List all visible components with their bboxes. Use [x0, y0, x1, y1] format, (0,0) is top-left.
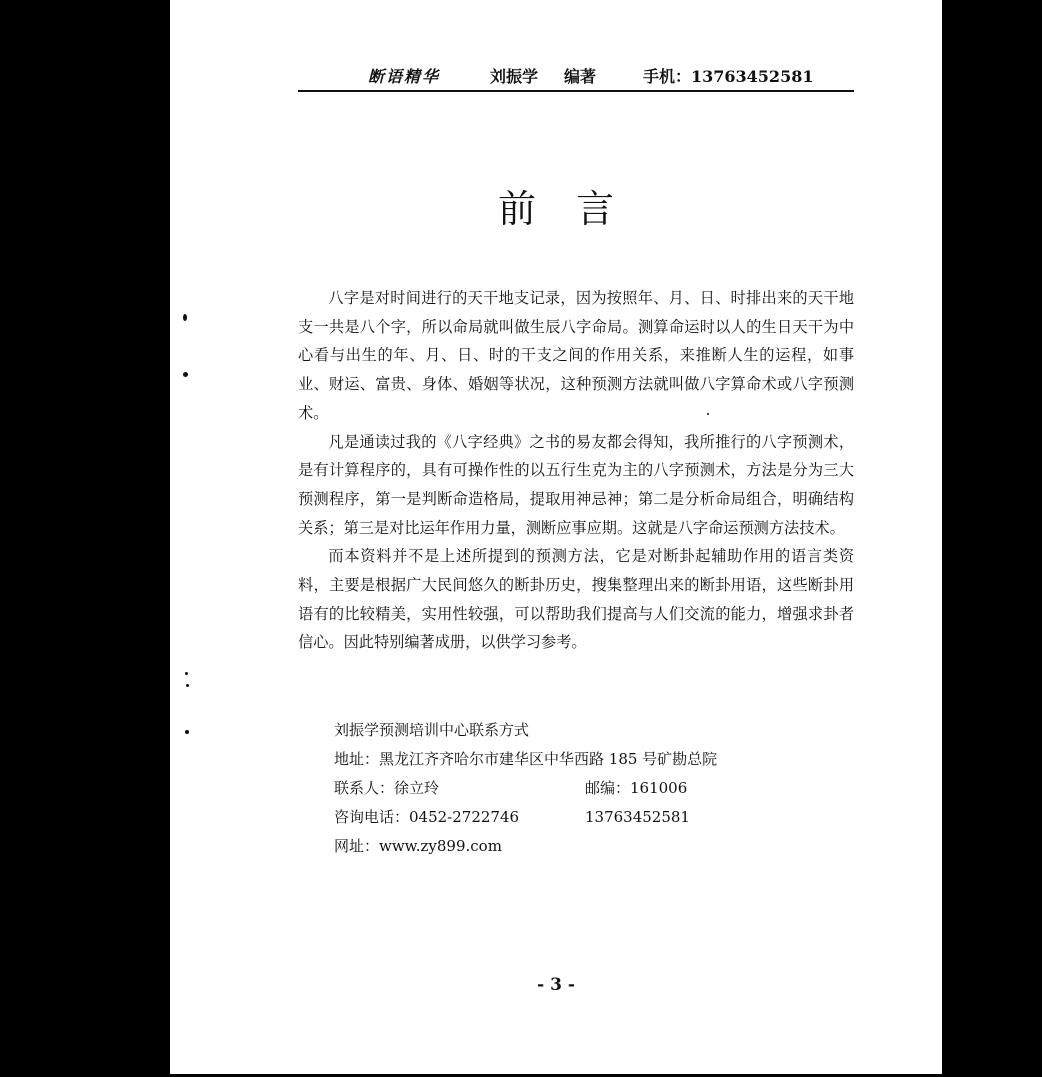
scan-speck: [183, 314, 187, 321]
contact-mobile: 13763452581: [585, 808, 690, 826]
scan-speck: [186, 684, 189, 687]
scan-speck: [707, 413, 709, 415]
running-header: [298, 62, 854, 92]
header-book-title: 断语精华: [368, 67, 441, 86]
paragraph: 凡是通读过我的《八字经典》之书的易友都会得知，我所推行的八字预测术，是有计算程序的，具有可操作性的以五行生克为主的八字预测术，方法是分为三大预测程序，第一是判断命造格局，提取用神忌神；第二是分析命局组合，明确结构关系；第三是对比运年作用力量，测断应事应期。这就是八字命运预测方法技术。: [298, 432, 854, 537]
preface-body: [298, 284, 854, 657]
contact-website: 网址：www.zy899.com: [334, 837, 502, 855]
contact-row: [334, 803, 834, 832]
scan-speck: [185, 672, 188, 675]
contact-postcode: 邮编：161006: [585, 779, 688, 797]
scan-speck: [183, 372, 188, 377]
header-phone: 手机：13763452581: [643, 67, 814, 86]
page-title: 前言: [497, 187, 654, 231]
header-role: 编著: [564, 67, 597, 86]
contact-person: 联系人：徐立玲: [334, 779, 440, 797]
scan-speck: [185, 730, 189, 734]
document-page: [170, 0, 942, 1074]
contact-block: [334, 716, 834, 861]
paragraph: 八字是对时间进行的天干地支记录，因为按照年、月、日、时排出来的天干地支一共是八个字，所以命局就叫做生辰八字命局。测算命运时以人的生日天干为中心看与出生的年、月、日、时的干支之间的作用关系，来推断人生的运程，如事业、财运、富贵、身体、婚姻等状况，这种预测方法就叫做八字算命术或八字预测术。: [298, 289, 854, 422]
contact-address: 地址：黑龙江齐齐哈尔市建华区中华西路 185 号矿勘总院: [334, 750, 718, 768]
contact-row: [334, 774, 834, 803]
contact-phone: 咨询电话：0452-2722746: [334, 808, 520, 826]
contact-heading: 刘振学预测培训中心联系方式: [334, 721, 530, 739]
page-number: - 3 -: [537, 975, 575, 995]
header-author: 刘振学: [490, 67, 539, 86]
paragraph: 而本资料并不是上述所提到的预测方法，它是对断卦起辅助作用的语言类资料，主要是根据广大民间悠久的断卦历史，搜集整理出来的断卦用语，这些断卦用语有的比较精美，实用性较强，可以帮助我们提高与人们交流的能力，增强求卦者信心。因此特别编著成册，以供学习参考。: [298, 547, 854, 652]
